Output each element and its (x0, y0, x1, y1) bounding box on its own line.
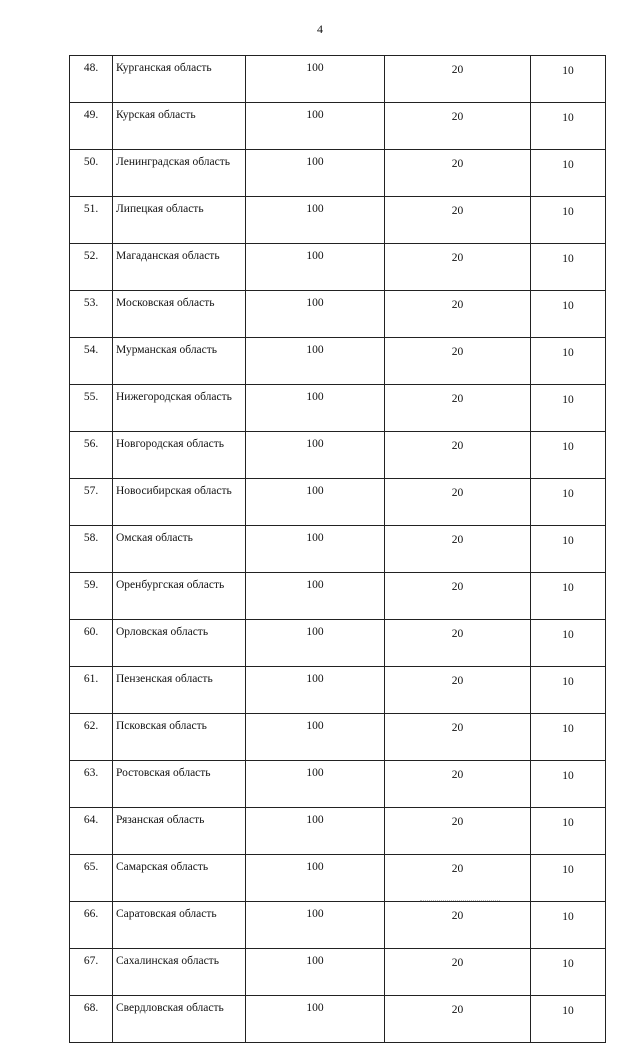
value-col-2: 20 (385, 855, 531, 902)
value-col-3: 10 (531, 479, 606, 526)
value-col-2: 20 (385, 197, 531, 244)
row-number: 61. (70, 667, 113, 714)
row-number: 48. (70, 56, 113, 103)
value-col-3: 10 (531, 996, 606, 1043)
value-col-1: 100 (246, 526, 385, 573)
value-col-1: 100 (246, 291, 385, 338)
scan-artifact (420, 898, 500, 901)
value-col-1: 100 (246, 667, 385, 714)
table-row (70, 432, 606, 479)
table-row (70, 761, 606, 808)
value-col-2: 20 (385, 103, 531, 150)
value-col-2: 20 (385, 761, 531, 808)
value-col-2: 20 (385, 808, 531, 855)
region-name: Ростовская область (113, 761, 246, 808)
value-col-3: 10 (531, 949, 606, 996)
region-name: Рязанская область (113, 808, 246, 855)
table-row (70, 714, 606, 761)
region-name: Новосибирская область (113, 479, 246, 526)
value-col-3: 10 (531, 385, 606, 432)
value-col-2: 20 (385, 291, 531, 338)
region-name: Свердловская область (113, 996, 246, 1043)
row-number: 67. (70, 949, 113, 996)
value-col-3: 10 (531, 432, 606, 479)
table-row (70, 808, 606, 855)
row-number: 63. (70, 761, 113, 808)
value-col-2: 20 (385, 714, 531, 761)
table-row (70, 902, 606, 949)
value-col-1: 100 (246, 244, 385, 291)
row-number: 53. (70, 291, 113, 338)
table-row (70, 197, 606, 244)
region-name: Орловская область (113, 620, 246, 667)
value-col-2: 20 (385, 479, 531, 526)
table-row (70, 573, 606, 620)
region-name: Оренбургская область (113, 573, 246, 620)
table-row (70, 479, 606, 526)
value-col-2: 20 (385, 526, 531, 573)
table-row (70, 338, 606, 385)
value-col-2: 20 (385, 620, 531, 667)
value-col-1: 100 (246, 855, 385, 902)
value-col-3: 10 (531, 526, 606, 573)
row-number: 59. (70, 573, 113, 620)
value-col-3: 10 (531, 150, 606, 197)
row-number: 62. (70, 714, 113, 761)
value-col-2: 20 (385, 432, 531, 479)
table-row (70, 620, 606, 667)
table-row (70, 996, 606, 1043)
table-row (70, 103, 606, 150)
value-col-1: 100 (246, 150, 385, 197)
value-col-1: 100 (246, 103, 385, 150)
value-col-2: 20 (385, 902, 531, 949)
value-col-2: 20 (385, 949, 531, 996)
row-number: 64. (70, 808, 113, 855)
table-row (70, 385, 606, 432)
value-col-2: 20 (385, 56, 531, 103)
row-number: 65. (70, 855, 113, 902)
row-number: 58. (70, 526, 113, 573)
row-number: 50. (70, 150, 113, 197)
value-col-1: 100 (246, 432, 385, 479)
table-row (70, 949, 606, 996)
value-col-3: 10 (531, 197, 606, 244)
value-col-3: 10 (531, 808, 606, 855)
region-name: Новгородская область (113, 432, 246, 479)
value-col-1: 100 (246, 620, 385, 667)
region-name: Магаданская область (113, 244, 246, 291)
regions-table (69, 55, 606, 1043)
value-col-1: 100 (246, 385, 385, 432)
region-name: Сахалинская область (113, 949, 246, 996)
row-number: 52. (70, 244, 113, 291)
value-col-3: 10 (531, 620, 606, 667)
region-name: Нижегородская область (113, 385, 246, 432)
value-col-3: 10 (531, 714, 606, 761)
value-col-3: 10 (531, 338, 606, 385)
value-col-2: 20 (385, 338, 531, 385)
value-col-2: 20 (385, 667, 531, 714)
value-col-3: 10 (531, 761, 606, 808)
value-col-3: 10 (531, 291, 606, 338)
region-name: Московская область (113, 291, 246, 338)
region-name: Самарская область (113, 855, 246, 902)
row-number: 55. (70, 385, 113, 432)
table-row (70, 526, 606, 573)
region-name: Мурманская область (113, 338, 246, 385)
value-col-2: 20 (385, 150, 531, 197)
region-name: Пензенская область (113, 667, 246, 714)
row-number: 57. (70, 479, 113, 526)
table-row (70, 667, 606, 714)
value-col-1: 100 (246, 761, 385, 808)
region-name: Омская область (113, 526, 246, 573)
row-number: 68. (70, 996, 113, 1043)
row-number: 54. (70, 338, 113, 385)
page-number: 4 (317, 22, 323, 36)
value-col-3: 10 (531, 855, 606, 902)
value-col-1: 100 (246, 573, 385, 620)
region-name: Саратовская область (113, 902, 246, 949)
value-col-1: 100 (246, 902, 385, 949)
value-col-1: 100 (246, 197, 385, 244)
table-row (70, 291, 606, 338)
value-col-1: 100 (246, 996, 385, 1043)
value-col-2: 20 (385, 573, 531, 620)
value-col-3: 10 (531, 103, 606, 150)
value-col-1: 100 (246, 949, 385, 996)
value-col-3: 10 (531, 573, 606, 620)
table-row (70, 855, 606, 902)
value-col-3: 10 (531, 244, 606, 291)
value-col-3: 10 (531, 902, 606, 949)
table-row (70, 150, 606, 197)
table-row (70, 244, 606, 291)
value-col-1: 100 (246, 479, 385, 526)
value-col-3: 10 (531, 56, 606, 103)
value-col-1: 100 (246, 338, 385, 385)
table-row (70, 56, 606, 103)
value-col-2: 20 (385, 996, 531, 1043)
region-name: Псковская область (113, 714, 246, 761)
region-name: Курская область (113, 103, 246, 150)
table-body (70, 56, 606, 1043)
region-name: Курганская область (113, 56, 246, 103)
row-number: 51. (70, 197, 113, 244)
row-number: 66. (70, 902, 113, 949)
value-col-2: 20 (385, 385, 531, 432)
row-number: 49. (70, 103, 113, 150)
value-col-1: 100 (246, 808, 385, 855)
value-col-1: 100 (246, 56, 385, 103)
value-col-3: 10 (531, 667, 606, 714)
region-name: Ленинградская область (113, 150, 246, 197)
row-number: 60. (70, 620, 113, 667)
value-col-1: 100 (246, 714, 385, 761)
row-number: 56. (70, 432, 113, 479)
region-name: Липецкая область (113, 197, 246, 244)
value-col-2: 20 (385, 244, 531, 291)
